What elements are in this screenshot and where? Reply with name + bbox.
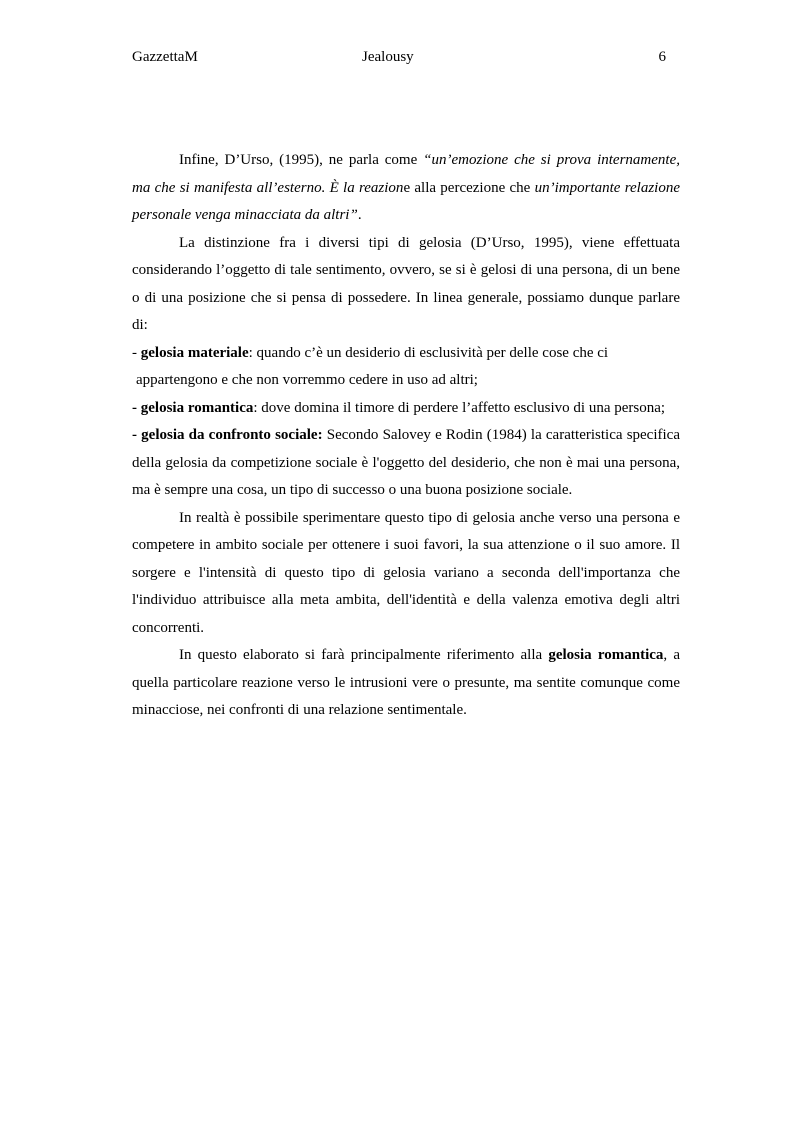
list-item-romantic xyxy=(132,395,680,423)
paragraph-jealousy-types: La distinzione fra i diversi tipi di gelosia (D’Urso, 1995), viene effettuata considerando l’oggetto di tale sentimento, ovvero, se si è gelosi di una persona, di un bene o di una posizione che si pensa di possedere. In linea generale, possiamo dunque parlare di: xyxy=(132,234,680,333)
list-item-social xyxy=(132,422,680,505)
para4-text-2: , a quella particolare reazione verso le intrusioni vere o presunte, ma sentite comunque come minacciose, nei confronti di una relazione sentimentale. xyxy=(132,647,680,718)
list-item-social-text: Secondo Salovey e Rodin (1984) la caratteristica specifica della gelosia da competizione sociale è l'oggetto del desiderio, che non è mai una persona, ma è sempre una cosa, un tipo di successo o una buona posizione sociale. xyxy=(132,427,680,498)
list-item-material xyxy=(132,340,680,368)
paragraph-social-competition: In realtà è possibile sperimentare questo tipo di gelosia anche verso una persona e competere in ambito sociale per ottenere i suoi favori, la sua attenzione o il suo amore. Il sorgere e l'intensità di questo tipo di gelosia variano a seconda dell'importanza che l'individuo attribuisce alla meta ambita, dell'identità e della valenza emotiva degli altri concorrenti. xyxy=(132,509,680,636)
running-header xyxy=(132,47,666,67)
para1-text-3: . xyxy=(357,207,362,223)
para4-text-1: In questo elaborato si farà principalmente riferimento alla xyxy=(179,647,549,663)
list-item-material-dash: - xyxy=(132,344,141,361)
list-item-material-text: : quando c’è un desiderio di esclusività per delle cose che ci xyxy=(248,344,609,361)
header-author: GazzettaM xyxy=(132,49,198,65)
paragraph-durso-definition xyxy=(132,147,680,230)
list-item-romantic-text: : dove domina il timore di perdere l’affetto esclusivo di una persona; xyxy=(253,399,666,416)
list-item-romantic-label: - gelosia romantica xyxy=(132,399,254,416)
para1-quote-1: “un’emozione che si prova internamente, ma che si manifesta all’esterno. È la reazion xyxy=(132,152,680,196)
list-item-material-continuation: appartengono e che non vorremmo cedere in uso ad altri; xyxy=(136,372,478,388)
page-number: 6 xyxy=(658,49,666,65)
paragraph-focus-romantic xyxy=(132,642,680,725)
para1-text-2: e alla percezione che xyxy=(403,179,535,196)
para4-bold: gelosia romantica xyxy=(548,647,664,663)
list-item-material-label: gelosia materiale xyxy=(140,344,249,361)
body-text xyxy=(132,147,680,725)
header-title: Jealousy xyxy=(362,49,414,65)
para1-quote-2: un’importante relazione personale venga minacciata da altri” xyxy=(132,179,680,223)
list-item-social-label: - gelosia da confronto sociale: xyxy=(132,427,323,443)
para1-text-1: Infine, D’Urso, (1995), ne parla come xyxy=(179,152,424,168)
